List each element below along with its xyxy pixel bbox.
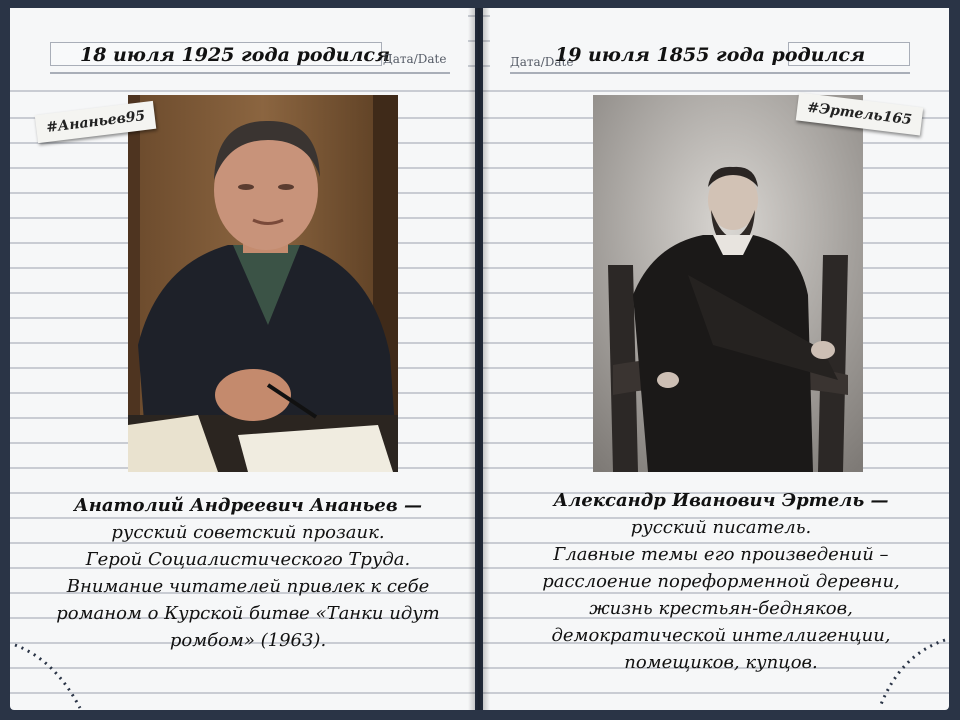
left-page-heading: 18 июля 1925 года родился <box>80 44 391 66</box>
ertel-bio-line: русский писатель. <box>630 517 812 538</box>
ananiev-bio-line: русский советский прозаик. <box>111 522 385 543</box>
ananiev-hashtag: #Ананьев95 <box>35 101 157 143</box>
ertel-bio-line: жизнь крестьян-бедняков, <box>589 598 853 619</box>
right-page-heading: 19 июля 1855 года родился <box>555 44 866 66</box>
right-date-label: Дата/Date <box>510 55 574 69</box>
ananiev-bio-line: Внимание читателей привлек к себе <box>66 576 430 597</box>
ertel-bio-line: демократической интеллигенции, <box>551 625 891 646</box>
ananiev-bio-line: ромбом» (1963). <box>169 630 327 651</box>
right-date-rule <box>510 72 910 74</box>
left-corner-dots <box>10 640 90 710</box>
ertel-bio-line: Главные темы его произведений – <box>553 544 889 565</box>
ananiev-bio-line: Герой Социалистического Труда. <box>85 549 411 570</box>
ertel-bio-line: расслоение пореформенной деревни, <box>542 571 900 592</box>
ananiev-bio <box>18 492 478 654</box>
ananiev-name: Анатолий Андреевич Ананьев — <box>74 495 422 516</box>
ertel-bio-line: помещиков, купцов. <box>624 652 818 673</box>
ertel-name: Александр Иванович Эртель — <box>553 490 889 511</box>
left-date-label: Дата/Date <box>383 52 447 66</box>
ananiev-portrait-photo <box>128 95 398 472</box>
right-corner-dots <box>870 635 950 710</box>
left-date-rule <box>50 72 450 74</box>
ertel-hashtag: #Эртель165 <box>796 92 924 135</box>
ertel-portrait-photo <box>593 95 863 472</box>
ananiev-bio-line: романом о Курской битве «Танки идут <box>56 603 440 624</box>
